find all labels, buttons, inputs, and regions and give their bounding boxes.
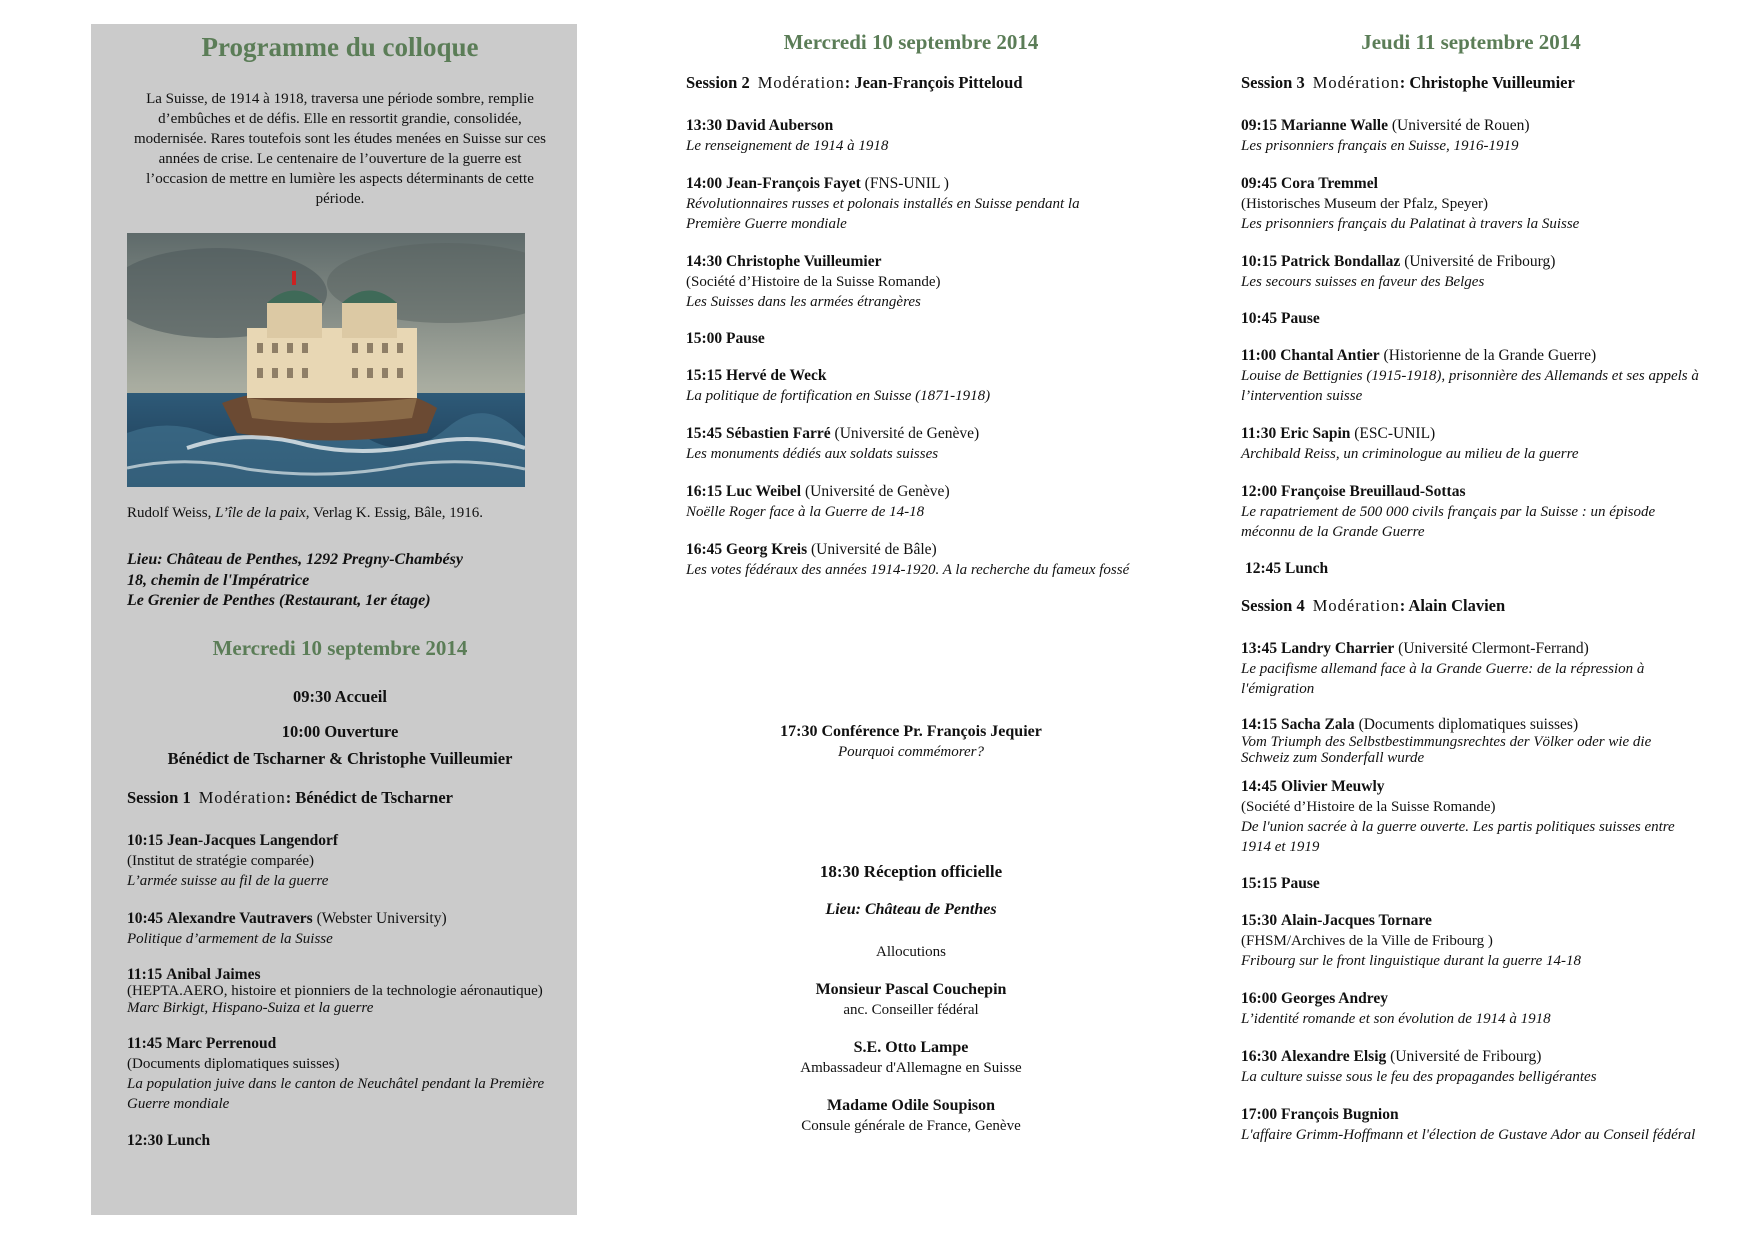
talk-affiliation: (Université de Genève) bbox=[830, 425, 980, 442]
talk-item bbox=[127, 831, 553, 891]
talk-speaker: Luc Weibel bbox=[726, 483, 802, 500]
venue-line: Lieu: Château de Penthes, 1292 Pregny-Chambésy bbox=[127, 551, 463, 568]
talk-title: Les votes fédéraux des années 1914-1920. A la recherche du fameux fossé bbox=[686, 562, 1130, 578]
talk-title: Politique d’armement de la Suisse bbox=[127, 930, 333, 947]
day-title: Mercredi 10 septembre 2014 bbox=[783, 30, 1039, 54]
talk-speaker: Sacha Zala bbox=[1281, 716, 1355, 733]
moderation-label: Modération bbox=[1312, 596, 1400, 615]
talk-title: Les prisonniers français du Palatinat à travers la Suisse bbox=[1241, 216, 1580, 232]
talk-time: 14:00 bbox=[686, 175, 723, 192]
moderation-label: Modération bbox=[757, 73, 845, 92]
talk-speaker: Jean-François Fayet bbox=[726, 175, 861, 192]
talk-title: L’armée suisse au fil de la guerre bbox=[127, 872, 329, 889]
talk-time: 15:45 bbox=[686, 425, 723, 442]
talk-time: 10:45 bbox=[127, 909, 164, 927]
speaker-role: Consule générale de France, Genève bbox=[801, 1118, 1021, 1134]
talk-affiliation: (Documents diplomatiques suisses) bbox=[1354, 716, 1579, 733]
talk-title: Noëlle Roger face à la Guerre de 14-18 bbox=[686, 504, 925, 520]
talk-time: 13:30 bbox=[686, 117, 723, 134]
pause-item: 15:15 Pause bbox=[1241, 874, 1320, 892]
talk-affiliation: (Société d’Histoire de la Suisse Romande) bbox=[1241, 798, 1496, 815]
talk-title: La population juive dans le canton de Neuchâtel pendant la Première Guerre mondiale bbox=[127, 1076, 545, 1112]
session-header bbox=[1241, 596, 1701, 616]
talk-item bbox=[1241, 1047, 1701, 1087]
talk-item bbox=[1241, 717, 1701, 767]
talk-affiliation: (ESC-UNIL) bbox=[1350, 425, 1436, 442]
talk-item bbox=[1241, 346, 1701, 406]
talk-title: L'affaire Grimm-Hoffmann et l'élection de Gustave Ador au Conseil fédéral bbox=[1241, 1126, 1696, 1143]
caption-author: Rudolf Weiss, bbox=[127, 505, 216, 521]
pause-item: 10:45 Pause bbox=[1241, 310, 1320, 327]
talk-speaker: Marc Perrenoud bbox=[166, 1035, 277, 1052]
talk-item bbox=[1241, 777, 1701, 857]
talk-speaker: Sébastien Farré bbox=[726, 425, 831, 442]
talk-affiliation: (Historienne de la Grande Guerre) bbox=[1379, 347, 1597, 364]
image-caption bbox=[127, 505, 553, 522]
talk-speaker: Patrick Bondallaz bbox=[1281, 253, 1401, 270]
talk-time: 11:45 bbox=[127, 1035, 163, 1052]
conference-block bbox=[686, 722, 1136, 762]
page-title: Programme du colloque bbox=[201, 32, 479, 62]
conference-title: 17:30 Conférence Pr. François Jequier bbox=[780, 723, 1042, 740]
talk-affiliation: (Documents diplomatiques suisses) bbox=[127, 1056, 340, 1072]
talk-item bbox=[127, 967, 553, 1017]
right-column bbox=[1241, 30, 1701, 1163]
talk-time: 16:45 bbox=[686, 541, 723, 558]
talk-time: 09:15 bbox=[1241, 117, 1278, 134]
talk-title: Le renseignement de 1914 à 1918 bbox=[686, 138, 889, 154]
session-label: Session 3 bbox=[1241, 73, 1305, 92]
speaker-name: Madame Odile Soupison bbox=[826, 1097, 996, 1114]
talk-speaker: Jean-Jacques Langendorf bbox=[167, 831, 338, 849]
speaker-role: anc. Conseiller fédéral bbox=[843, 1002, 979, 1018]
session-header bbox=[127, 788, 553, 808]
painting-image bbox=[127, 233, 525, 487]
talk-time: 09:45 bbox=[1241, 175, 1278, 192]
talk-title: Le pacifisme allemand face à la Grande Guerre: de la répression à l'émigration bbox=[1241, 661, 1645, 697]
session-header bbox=[1241, 73, 1701, 93]
moderator-name: : Jean-François Pitteloud bbox=[844, 73, 1023, 92]
talk-item bbox=[686, 482, 1136, 522]
talk-title: Marc Birkigt, Hispano-Suiza et la guerre bbox=[127, 999, 374, 1016]
accueil-item: 09:30 Accueil bbox=[293, 686, 387, 706]
session-header bbox=[686, 73, 1136, 93]
talk-speaker: Marianne Walle bbox=[1281, 117, 1388, 134]
talk-title: La culture suisse sous le feu des propagandes belligérantes bbox=[1241, 1068, 1597, 1085]
talk-title: Les monuments dédiés aux soldats suisses bbox=[686, 446, 939, 462]
talk-item bbox=[686, 424, 1136, 464]
talk-speaker: Eric Sapin bbox=[1280, 425, 1351, 442]
talk-affiliation: (Université de Genève) bbox=[801, 483, 950, 500]
venue-info bbox=[127, 550, 553, 612]
caption-title: L’île de la paix bbox=[215, 505, 306, 521]
lunch-item: 12:30 Lunch bbox=[127, 1132, 211, 1149]
talk-item bbox=[686, 116, 1136, 156]
talk-item bbox=[1241, 989, 1701, 1029]
talk-speaker: Anibal Jaimes bbox=[166, 965, 261, 983]
talk-title: Les prisonniers français en Suisse, 1916-1919 bbox=[1241, 138, 1519, 154]
reception-speaker bbox=[686, 1038, 1136, 1078]
middle-column bbox=[686, 30, 1136, 1134]
talk-time: 14:45 bbox=[1241, 777, 1278, 795]
talk-time: 16:30 bbox=[1241, 1047, 1278, 1065]
talk-affiliation: (Société d’Histoire de la Suisse Romande) bbox=[686, 274, 941, 290]
talk-affiliation: (FHSM/Archives de la Ville de Fribourg ) bbox=[1241, 932, 1493, 949]
talk-speaker: Cora Tremmel bbox=[1281, 175, 1378, 192]
talk-item bbox=[1241, 116, 1701, 156]
talk-speaker: Françoise Breuillaud-Sottas bbox=[1281, 483, 1466, 500]
talk-speaker: Christophe Vuilleumier bbox=[726, 253, 882, 270]
venue-line: Le Grenier de Penthes (Restaurant, 1er étage) bbox=[127, 592, 431, 609]
reception-block bbox=[686, 862, 1136, 1136]
left-column-panel bbox=[91, 24, 577, 1215]
talk-title: Le rapatriement de 500 000 civils français par la Suisse : un épisode méconnu de la Grande Guerre bbox=[1241, 504, 1656, 540]
talk-affiliation: (Université de Bâle) bbox=[807, 541, 937, 558]
talk-time: 10:15 bbox=[1241, 253, 1278, 270]
talk-time: 13:45 bbox=[1241, 640, 1278, 657]
moderation-label: Modération bbox=[198, 787, 286, 807]
talk-time: 14:15 bbox=[1241, 716, 1278, 733]
talk-title: Les Suisses dans les armées étrangères bbox=[686, 294, 921, 310]
talk-title: Vom Triumph des Selbstbestimmungsrechtes der Völker oder wie die Schweiz zum Sonderfall wurde bbox=[1241, 733, 1652, 766]
ouverture-speakers: Bénédict de Tscharner & Christophe Vuilleumier bbox=[167, 748, 513, 768]
talk-speaker: Olivier Meuwly bbox=[1281, 777, 1385, 795]
session-label: Session 1 bbox=[127, 787, 191, 807]
talk-affiliation: (Université de Fribourg) bbox=[1400, 253, 1556, 270]
talk-title: De l'union sacrée à la guerre ouverte. Les partis politiques suisses entre 1914 et 1919 bbox=[1241, 818, 1675, 855]
conference-subtitle: Pourquoi commémorer? bbox=[838, 744, 984, 760]
talk-speaker: Georges Andrey bbox=[1281, 989, 1388, 1007]
talk-speaker: Hervé de Weck bbox=[726, 367, 827, 384]
talk-title: La politique de fortification en Suisse (1871-1918) bbox=[686, 388, 991, 404]
lunch-item: 12:45 Lunch bbox=[1245, 560, 1329, 577]
talk-time: 10:15 bbox=[127, 831, 164, 849]
talk-item bbox=[1241, 424, 1701, 464]
talk-affiliation: (Institut de stratégie comparée) bbox=[127, 852, 315, 869]
moderator-name: : Bénédict de Tscharner bbox=[285, 787, 454, 807]
talk-time: 11:15 bbox=[127, 965, 163, 983]
talk-speaker: Landry Charrier bbox=[1281, 640, 1395, 657]
talk-title: Les secours suisses en faveur des Belges bbox=[1241, 274, 1485, 290]
talk-title: Louise de Bettignies (1915-1918), prisonnière des Allemands et ses appels à l’intervention suisse bbox=[1241, 368, 1699, 404]
talk-speaker: François Bugnion bbox=[1281, 1105, 1399, 1123]
talk-title: L’identité romande et son évolution de 1914 à 1918 bbox=[1241, 1010, 1551, 1027]
talk-affiliation: (Université de Rouen) bbox=[1387, 117, 1530, 134]
talk-title: Fribourg sur le front linguistique durant la guerre 14-18 bbox=[1241, 952, 1581, 969]
talk-affiliation: (Webster University) bbox=[312, 909, 447, 927]
talk-item bbox=[1241, 252, 1701, 292]
talk-time: 15:15 bbox=[686, 367, 723, 384]
talk-title: Révolutionnaires russes et polonais installés en Suisse pendant la Première Guerre mondiale bbox=[686, 196, 1080, 232]
talk-speaker: Chantal Antier bbox=[1280, 347, 1380, 364]
talk-time: 11:30 bbox=[1241, 425, 1277, 442]
talk-speaker: Alexandre Vautravers bbox=[167, 909, 313, 927]
talk-item bbox=[686, 540, 1136, 580]
talk-time: 16:15 bbox=[686, 483, 723, 500]
venue-line: 18, chemin de l'Impératrice bbox=[127, 571, 310, 589]
talk-speaker: Alain-Jacques Tornare bbox=[1281, 911, 1432, 929]
talk-time: 14:30 bbox=[686, 253, 723, 270]
talk-item bbox=[686, 366, 1136, 406]
talk-affiliation: (FNS-UNIL ) bbox=[860, 175, 949, 192]
speaker-role: Ambassadeur d'Allemagne en Suisse bbox=[800, 1060, 1022, 1076]
session-label: Session 2 bbox=[686, 73, 750, 92]
talk-time: 16:00 bbox=[1241, 989, 1278, 1007]
talk-speaker: David Auberson bbox=[726, 117, 834, 134]
allocutions-label: Allocutions bbox=[876, 944, 946, 960]
talk-affiliation: (Historisches Museum der Pfalz, Speyer) bbox=[1241, 196, 1489, 212]
talk-affiliation: (Université Clermont-Ferrand) bbox=[1394, 640, 1589, 657]
day-title: Mercredi 10 septembre 2014 bbox=[212, 635, 468, 660]
talk-item bbox=[686, 252, 1136, 312]
intro-text: La Suisse, de 1914 à 1918, traversa une période sombre, remplie d’embûches et de défis. Elle en ressortit grandie, consolidée, modernisée. Rares toutefois sont les études menées en Suisse sur ces années de crise. Le centenaire de l’ouverture de la guerre est l’occasion de mettre en lumière les aspects déterminants de cette période. bbox=[134, 91, 546, 207]
talk-item bbox=[127, 909, 553, 949]
reception-venue: Lieu: Château de Penthes bbox=[825, 901, 997, 918]
talk-item bbox=[1241, 1105, 1701, 1145]
talk-item bbox=[1241, 911, 1701, 971]
talk-item bbox=[686, 174, 1136, 234]
caption-publisher: , Verlag K. Essig, Bâle, 1916. bbox=[305, 505, 483, 521]
talk-item bbox=[127, 1034, 553, 1114]
day-title: Jeudi 11 septembre 2014 bbox=[1361, 30, 1581, 54]
talk-title: Archibald Reiss, un criminologue au milieu de la guerre bbox=[1241, 446, 1579, 462]
reception-speaker bbox=[686, 980, 1136, 1020]
reception-speaker bbox=[686, 1096, 1136, 1136]
ouverture-item: 10:00 Ouverture bbox=[281, 721, 399, 741]
reception-title: 18:30 Réception officielle bbox=[819, 862, 1003, 881]
talk-speaker: Georg Kreis bbox=[726, 541, 808, 558]
session-label: Session 4 bbox=[1241, 596, 1305, 615]
speaker-name: S.E. Otto Lampe bbox=[853, 1039, 969, 1056]
talk-affiliation: (HEPTA.AERO, histoire et pionniers de la technologie aéronautique) bbox=[127, 983, 543, 999]
moderator-name: : Christophe Vuilleumier bbox=[1399, 73, 1575, 92]
talk-affiliation: (Université de Fribourg) bbox=[1386, 1047, 1542, 1065]
talk-time: 12:00 bbox=[1241, 483, 1278, 500]
talk-time: 11:00 bbox=[1241, 347, 1277, 364]
talk-speaker: Alexandre Elsig bbox=[1281, 1047, 1387, 1065]
pause-item: 15:00 Pause bbox=[686, 330, 765, 347]
talk-item bbox=[1241, 639, 1701, 699]
talk-time: 15:30 bbox=[1241, 911, 1278, 929]
talk-item bbox=[1241, 482, 1701, 542]
speaker-name: Monsieur Pascal Couchepin bbox=[815, 981, 1007, 998]
talk-time: 17:00 bbox=[1241, 1105, 1278, 1123]
talk-item bbox=[1241, 174, 1701, 234]
moderator-name: : Alain Clavien bbox=[1399, 596, 1506, 615]
moderation-label: Modération bbox=[1312, 73, 1400, 92]
